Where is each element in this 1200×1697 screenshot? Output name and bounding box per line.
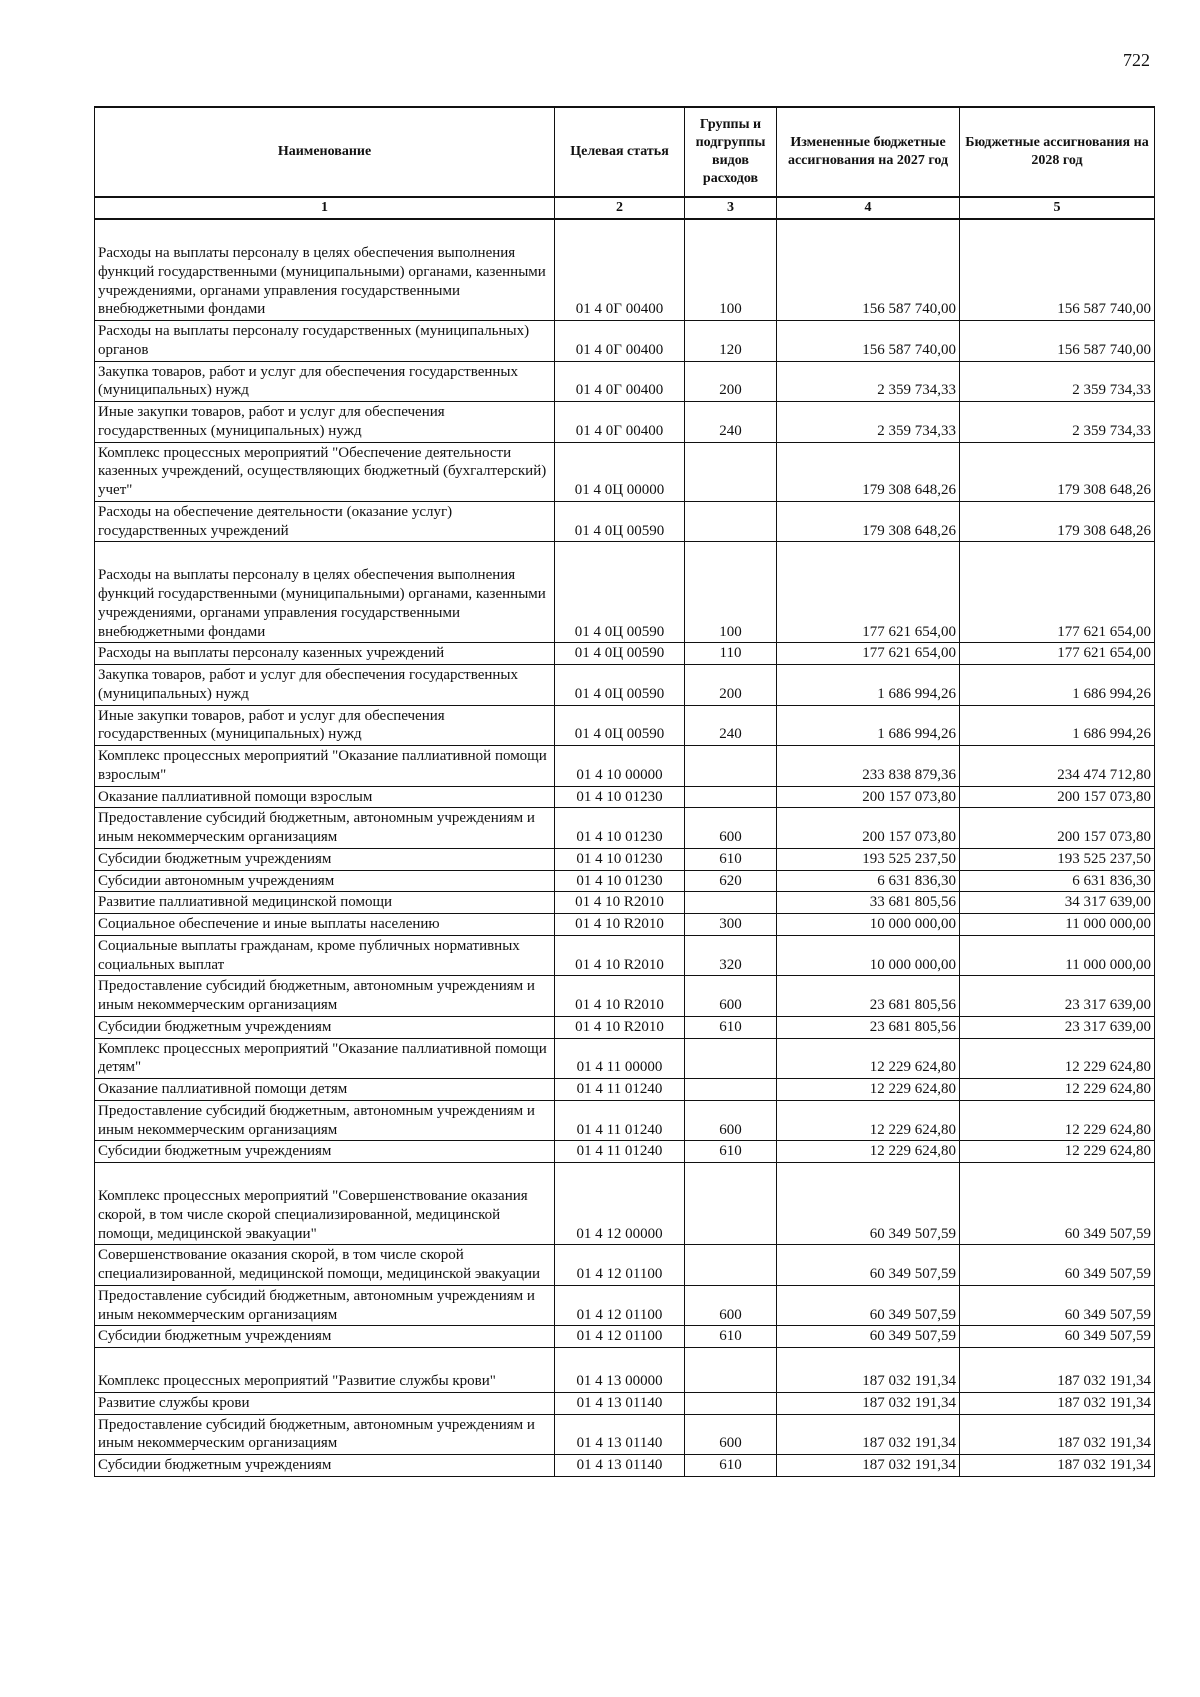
row-target-code: 01 4 0Г 00400 bbox=[555, 361, 685, 402]
row-amount-2028: 200 157 073,80 bbox=[960, 786, 1155, 808]
table-row bbox=[95, 501, 1155, 542]
row-amount-2027: 187 032 191,34 bbox=[777, 1455, 960, 1477]
row-amount-2028: 156 587 740,00 bbox=[960, 321, 1155, 362]
row-name: Субсидии автономным учреждениям bbox=[95, 870, 555, 892]
row-amount-2027: 60 349 507,59 bbox=[777, 1163, 960, 1245]
row-name: Субсидии бюджетным учреждениям bbox=[95, 1016, 555, 1038]
table-row bbox=[95, 1100, 1155, 1141]
row-amount-2028: 179 308 648,26 bbox=[960, 501, 1155, 542]
row-expense-group: 300 bbox=[685, 914, 777, 936]
table-row bbox=[95, 914, 1155, 936]
table-row bbox=[95, 402, 1155, 443]
table-row bbox=[95, 219, 1155, 321]
row-name: Комплекс процессных мероприятий "Совершенствование оказания скорой, в том числе скорой специализированной, медицинской помощи, медицинской эвакуации" bbox=[95, 1163, 555, 1245]
table-body bbox=[95, 219, 1155, 1476]
row-target-code: 01 4 12 01100 bbox=[555, 1285, 685, 1326]
row-name: Комплекс процессных мероприятий "Оказание паллиативной помощи взрослым" bbox=[95, 746, 555, 787]
row-amount-2028: 177 621 654,00 bbox=[960, 643, 1155, 665]
row-amount-2027: 179 308 648,26 bbox=[777, 501, 960, 542]
row-target-code: 01 4 0Ц 00590 bbox=[555, 501, 685, 542]
row-target-code: 01 4 10 R2010 bbox=[555, 935, 685, 976]
row-amount-2027: 179 308 648,26 bbox=[777, 442, 960, 501]
table-row bbox=[95, 808, 1155, 849]
row-amount-2028: 187 032 191,34 bbox=[960, 1348, 1155, 1393]
row-expense-group: 610 bbox=[685, 848, 777, 870]
row-amount-2027: 200 157 073,80 bbox=[777, 786, 960, 808]
table-row bbox=[95, 542, 1155, 643]
row-amount-2027: 12 229 624,80 bbox=[777, 1038, 960, 1079]
row-amount-2027: 187 032 191,34 bbox=[777, 1392, 960, 1414]
row-target-code: 01 4 13 01140 bbox=[555, 1392, 685, 1414]
table-row bbox=[95, 786, 1155, 808]
table-header-row bbox=[95, 107, 1155, 197]
row-target-code: 01 4 10 00000 bbox=[555, 746, 685, 787]
row-name: Закупка товаров, работ и услуг для обеспечения государственных (муниципальных) нужд bbox=[95, 361, 555, 402]
row-name: Расходы на выплаты персоналу казенных учреждений bbox=[95, 643, 555, 665]
col-number: 4 bbox=[777, 197, 960, 219]
row-name: Расходы на выплаты персоналу в целях обеспечения выполнения функций государственными (муниципальными) органами, казенными учреждениями, органами управления государственными внебюджетными фондами bbox=[95, 542, 555, 643]
budget-table bbox=[94, 106, 1155, 1477]
row-target-code: 01 4 13 00000 bbox=[555, 1348, 685, 1393]
table-row bbox=[95, 1079, 1155, 1101]
row-amount-2027: 33 681 805,56 bbox=[777, 892, 960, 914]
row-amount-2028: 200 157 073,80 bbox=[960, 808, 1155, 849]
row-name: Расходы на выплаты персоналу в целях обеспечения выполнения функций государственными (муниципальными) органами, казенными учреждениями, органами управления государственными внебюджетными фондами bbox=[95, 219, 555, 321]
row-expense-group bbox=[685, 1163, 777, 1245]
table-row bbox=[95, 935, 1155, 976]
row-target-code: 01 4 10 01230 bbox=[555, 786, 685, 808]
row-expense-group: 100 bbox=[685, 219, 777, 321]
row-amount-2028: 2 359 734,33 bbox=[960, 402, 1155, 443]
row-name: Предоставление субсидий бюджетным, автономным учреждениям и иным некоммерческим организациям bbox=[95, 1100, 555, 1141]
row-amount-2027: 1 686 994,26 bbox=[777, 705, 960, 746]
row-amount-2028: 193 525 237,50 bbox=[960, 848, 1155, 870]
table-row bbox=[95, 870, 1155, 892]
row-target-code: 01 4 11 01240 bbox=[555, 1079, 685, 1101]
row-target-code: 01 4 0Ц 00000 bbox=[555, 442, 685, 501]
row-amount-2028: 12 229 624,80 bbox=[960, 1038, 1155, 1079]
col-number: 2 bbox=[555, 197, 685, 219]
row-amount-2028: 156 587 740,00 bbox=[960, 219, 1155, 321]
row-expense-group: 600 bbox=[685, 1414, 777, 1455]
row-name: Предоставление субсидий бюджетным, автономным учреждениям и иным некоммерческим организациям bbox=[95, 976, 555, 1017]
row-target-code: 01 4 13 01140 bbox=[555, 1455, 685, 1477]
row-target-code: 01 4 0Г 00400 bbox=[555, 402, 685, 443]
table-row bbox=[95, 1392, 1155, 1414]
row-amount-2028: 177 621 654,00 bbox=[960, 542, 1155, 643]
row-expense-group: 110 bbox=[685, 643, 777, 665]
table-row bbox=[95, 1348, 1155, 1393]
row-name: Субсидии бюджетным учреждениям bbox=[95, 848, 555, 870]
row-name: Социальное обеспечение и иные выплаты населению bbox=[95, 914, 555, 936]
row-amount-2027: 187 032 191,34 bbox=[777, 1414, 960, 1455]
row-target-code: 01 4 10 R2010 bbox=[555, 914, 685, 936]
row-expense-group bbox=[685, 1245, 777, 1286]
row-expense-group bbox=[685, 746, 777, 787]
col-number: 3 bbox=[685, 197, 777, 219]
row-name: Закупка товаров, работ и услуг для обеспечения государственных (муниципальных) нужд bbox=[95, 665, 555, 706]
header-2027: Измененные бюджетные ассигнования на 2027 год bbox=[777, 107, 960, 197]
row-target-code: 01 4 11 00000 bbox=[555, 1038, 685, 1079]
row-target-code: 01 4 0Г 00400 bbox=[555, 321, 685, 362]
col-number: 5 bbox=[960, 197, 1155, 219]
row-name: Оказание паллиативной помощи взрослым bbox=[95, 786, 555, 808]
page-number: 722 bbox=[1123, 50, 1150, 70]
row-amount-2028: 11 000 000,00 bbox=[960, 935, 1155, 976]
row-name: Предоставление субсидий бюджетным, автономным учреждениям и иным некоммерческим организациям bbox=[95, 1285, 555, 1326]
row-amount-2027: 60 349 507,59 bbox=[777, 1245, 960, 1286]
row-expense-group: 320 bbox=[685, 935, 777, 976]
row-name: Комплекс процессных мероприятий "Обеспечение деятельности казенных учреждений, осуществляющих бюджетный (бухгалтерский) учет" bbox=[95, 442, 555, 501]
row-amount-2027: 12 229 624,80 bbox=[777, 1100, 960, 1141]
table-row bbox=[95, 1414, 1155, 1455]
row-name: Расходы на обеспечение деятельности (оказание услуг) государственных учреждений bbox=[95, 501, 555, 542]
row-amount-2027: 233 838 879,36 bbox=[777, 746, 960, 787]
row-amount-2027: 60 349 507,59 bbox=[777, 1285, 960, 1326]
row-name: Оказание паллиативной помощи детям bbox=[95, 1079, 555, 1101]
row-amount-2027: 23 681 805,56 bbox=[777, 976, 960, 1017]
row-expense-group: 610 bbox=[685, 1455, 777, 1477]
row-amount-2028: 234 474 712,80 bbox=[960, 746, 1155, 787]
row-name: Комплекс процессных мероприятий "Оказание паллиативной помощи детям" bbox=[95, 1038, 555, 1079]
header-2028: Бюджетные ассигнования на 2028 год bbox=[960, 107, 1155, 197]
row-name: Субсидии бюджетным учреждениям bbox=[95, 1326, 555, 1348]
row-target-code: 01 4 0Ц 00590 bbox=[555, 665, 685, 706]
row-target-code: 01 4 0Ц 00590 bbox=[555, 705, 685, 746]
row-expense-group bbox=[685, 1392, 777, 1414]
row-expense-group: 610 bbox=[685, 1141, 777, 1163]
row-expense-group: 600 bbox=[685, 1100, 777, 1141]
row-amount-2028: 187 032 191,34 bbox=[960, 1414, 1155, 1455]
row-target-code: 01 4 10 R2010 bbox=[555, 1016, 685, 1038]
table-row bbox=[95, 976, 1155, 1017]
row-amount-2027: 200 157 073,80 bbox=[777, 808, 960, 849]
row-target-code: 01 4 11 01240 bbox=[555, 1100, 685, 1141]
row-name: Субсидии бюджетным учреждениям bbox=[95, 1455, 555, 1477]
row-target-code: 01 4 12 00000 bbox=[555, 1163, 685, 1245]
row-amount-2028: 2 359 734,33 bbox=[960, 361, 1155, 402]
row-expense-group bbox=[685, 786, 777, 808]
row-name: Расходы на выплаты персоналу государственных (муниципальных) органов bbox=[95, 321, 555, 362]
row-expense-group: 600 bbox=[685, 808, 777, 849]
table-row bbox=[95, 442, 1155, 501]
row-amount-2027: 1 686 994,26 bbox=[777, 665, 960, 706]
row-expense-group bbox=[685, 1038, 777, 1079]
table-row bbox=[95, 705, 1155, 746]
row-target-code: 01 4 12 01100 bbox=[555, 1326, 685, 1348]
row-target-code: 01 4 10 01230 bbox=[555, 808, 685, 849]
row-name: Иные закупки товаров, работ и услуг для обеспечения государственных (муниципальных) нужд bbox=[95, 402, 555, 443]
row-amount-2027: 187 032 191,34 bbox=[777, 1348, 960, 1393]
col-number: 1 bbox=[95, 197, 555, 219]
row-amount-2027: 156 587 740,00 bbox=[777, 321, 960, 362]
row-amount-2027: 6 631 836,30 bbox=[777, 870, 960, 892]
row-amount-2028: 12 229 624,80 bbox=[960, 1100, 1155, 1141]
table-row bbox=[95, 892, 1155, 914]
row-amount-2028: 23 317 639,00 bbox=[960, 976, 1155, 1017]
header-groups: Группы и подгруппы видов расходов bbox=[685, 107, 777, 197]
row-amount-2027: 193 525 237,50 bbox=[777, 848, 960, 870]
row-expense-group: 600 bbox=[685, 1285, 777, 1326]
row-amount-2028: 60 349 507,59 bbox=[960, 1163, 1155, 1245]
row-expense-group: 200 bbox=[685, 665, 777, 706]
row-amount-2028: 187 032 191,34 bbox=[960, 1392, 1155, 1414]
row-target-code: 01 4 13 01140 bbox=[555, 1414, 685, 1455]
row-amount-2028: 6 631 836,30 bbox=[960, 870, 1155, 892]
row-amount-2028: 34 317 639,00 bbox=[960, 892, 1155, 914]
row-amount-2028: 60 349 507,59 bbox=[960, 1245, 1155, 1286]
row-expense-group: 620 bbox=[685, 870, 777, 892]
table-row bbox=[95, 665, 1155, 706]
row-amount-2028: 11 000 000,00 bbox=[960, 914, 1155, 936]
column-number-row bbox=[95, 197, 1155, 219]
row-amount-2027: 60 349 507,59 bbox=[777, 1326, 960, 1348]
row-amount-2028: 179 308 648,26 bbox=[960, 442, 1155, 501]
row-target-code: 01 4 12 01100 bbox=[555, 1245, 685, 1286]
row-amount-2027: 2 359 734,33 bbox=[777, 402, 960, 443]
row-expense-group bbox=[685, 892, 777, 914]
row-target-code: 01 4 10 R2010 bbox=[555, 892, 685, 914]
row-expense-group: 610 bbox=[685, 1016, 777, 1038]
row-expense-group: 240 bbox=[685, 402, 777, 443]
table-row bbox=[95, 1285, 1155, 1326]
row-target-code: 01 4 10 01230 bbox=[555, 848, 685, 870]
row-amount-2027: 10 000 000,00 bbox=[777, 935, 960, 976]
table-row bbox=[95, 1038, 1155, 1079]
row-expense-group: 610 bbox=[685, 1326, 777, 1348]
row-amount-2028: 12 229 624,80 bbox=[960, 1141, 1155, 1163]
table-row bbox=[95, 848, 1155, 870]
row-expense-group: 200 bbox=[685, 361, 777, 402]
row-amount-2027: 2 359 734,33 bbox=[777, 361, 960, 402]
table-row bbox=[95, 643, 1155, 665]
table-row bbox=[95, 1245, 1155, 1286]
row-name: Совершенствование оказания скорой, в том числе скорой специализированной, медицинской помощи, медицинской эвакуации bbox=[95, 1245, 555, 1286]
row-target-code: 01 4 11 01240 bbox=[555, 1141, 685, 1163]
row-name: Иные закупки товаров, работ и услуг для обеспечения государственных (муниципальных) нужд bbox=[95, 705, 555, 746]
row-expense-group: 240 bbox=[685, 705, 777, 746]
row-name: Развитие службы крови bbox=[95, 1392, 555, 1414]
row-name: Предоставление субсидий бюджетным, автономным учреждениям и иным некоммерческим организациям bbox=[95, 1414, 555, 1455]
table-row bbox=[95, 1455, 1155, 1477]
row-amount-2028: 187 032 191,34 bbox=[960, 1455, 1155, 1477]
row-expense-group: 120 bbox=[685, 321, 777, 362]
row-amount-2027: 23 681 805,56 bbox=[777, 1016, 960, 1038]
table-row bbox=[95, 1326, 1155, 1348]
row-expense-group bbox=[685, 501, 777, 542]
row-target-code: 01 4 10 R2010 bbox=[555, 976, 685, 1017]
row-target-code: 01 4 10 01230 bbox=[555, 870, 685, 892]
row-name: Субсидии бюджетным учреждениям bbox=[95, 1141, 555, 1163]
row-target-code: 01 4 0Ц 00590 bbox=[555, 542, 685, 643]
row-amount-2028: 60 349 507,59 bbox=[960, 1285, 1155, 1326]
table-row bbox=[95, 1016, 1155, 1038]
row-amount-2028: 60 349 507,59 bbox=[960, 1326, 1155, 1348]
row-amount-2027: 12 229 624,80 bbox=[777, 1141, 960, 1163]
row-name: Социальные выплаты гражданам, кроме публичных нормативных социальных выплат bbox=[95, 935, 555, 976]
row-name: Комплекс процессных мероприятий "Развитие службы крови" bbox=[95, 1348, 555, 1393]
row-amount-2027: 177 621 654,00 bbox=[777, 542, 960, 643]
table-row bbox=[95, 1141, 1155, 1163]
row-expense-group bbox=[685, 442, 777, 501]
row-amount-2028: 23 317 639,00 bbox=[960, 1016, 1155, 1038]
table-row bbox=[95, 746, 1155, 787]
row-amount-2027: 10 000 000,00 bbox=[777, 914, 960, 936]
row-amount-2027: 177 621 654,00 bbox=[777, 643, 960, 665]
row-expense-group: 100 bbox=[685, 542, 777, 643]
row-expense-group: 600 bbox=[685, 976, 777, 1017]
row-target-code: 01 4 0Г 00400 bbox=[555, 219, 685, 321]
row-name: Предоставление субсидий бюджетным, автономным учреждениям и иным некоммерческим организациям bbox=[95, 808, 555, 849]
row-amount-2027: 156 587 740,00 bbox=[777, 219, 960, 321]
row-amount-2028: 1 686 994,26 bbox=[960, 705, 1155, 746]
table-row bbox=[95, 361, 1155, 402]
row-amount-2028: 1 686 994,26 bbox=[960, 665, 1155, 706]
row-name: Развитие паллиативной медицинской помощи bbox=[95, 892, 555, 914]
row-amount-2027: 12 229 624,80 bbox=[777, 1079, 960, 1101]
row-amount-2028: 12 229 624,80 bbox=[960, 1079, 1155, 1101]
table-row bbox=[95, 321, 1155, 362]
table-row bbox=[95, 1163, 1155, 1245]
header-name: Наименование bbox=[95, 107, 555, 197]
row-target-code: 01 4 0Ц 00590 bbox=[555, 643, 685, 665]
header-target: Целевая статья bbox=[555, 107, 685, 197]
row-expense-group bbox=[685, 1079, 777, 1101]
row-expense-group bbox=[685, 1348, 777, 1393]
